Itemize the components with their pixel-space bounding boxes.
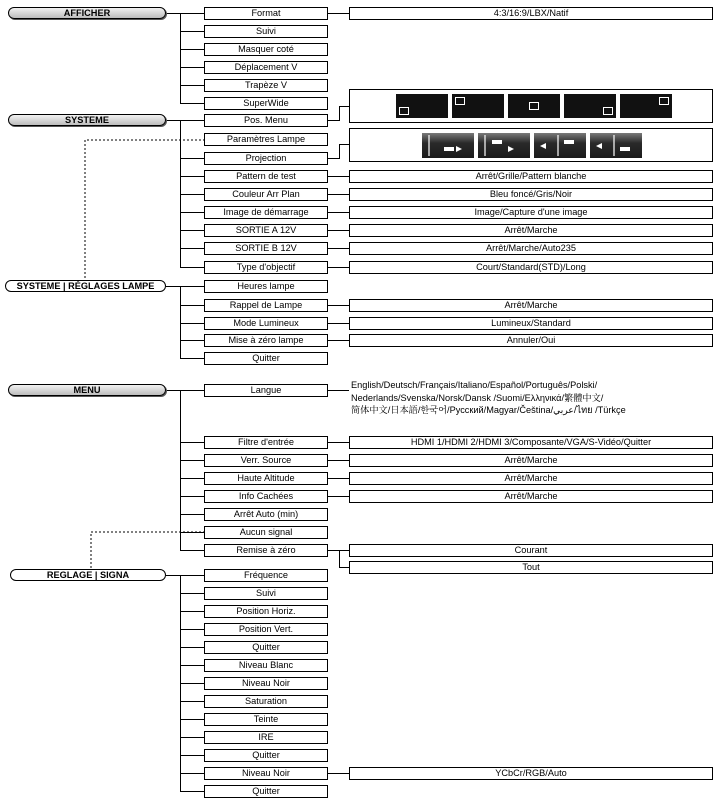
connector — [327, 460, 349, 461]
item-format: Format — [204, 7, 328, 20]
connector — [180, 323, 204, 324]
connector — [180, 611, 204, 612]
connector — [339, 550, 340, 568]
dotted-link — [84, 139, 208, 283]
item-quitter-lampe: Quitter — [204, 352, 328, 365]
connector — [327, 442, 349, 443]
connector — [180, 340, 204, 341]
connector — [180, 390, 204, 391]
connector — [327, 496, 349, 497]
value-filtre-entree: HDMI 1/HDMI 2/HDMI 3/Composante/VGA/S-Vidéo/Quitter — [349, 436, 713, 449]
connector — [327, 550, 339, 551]
value-haute-altitude: Arrêt/Marche — [349, 472, 713, 485]
caption-systeme-reglages-lampe: SYSTEME | RÉGLAGES LAMPE — [5, 280, 166, 292]
item-suivi: Suivi — [204, 25, 328, 38]
item-remise-zero: Remise à zéro — [204, 544, 328, 557]
connector — [327, 773, 349, 774]
connector — [327, 305, 349, 306]
value-image-demarrage: Image/Capture d'une image — [349, 206, 713, 219]
value-sortie-a: Arrêt/Marche — [349, 224, 713, 237]
projection-thumb — [478, 133, 530, 158]
menu-position-panel — [349, 89, 713, 123]
connector — [166, 575, 180, 576]
connector — [180, 514, 204, 515]
connector — [180, 629, 204, 630]
caption-menu: MENU — [8, 384, 166, 396]
item-mise-zero-lampe: Mise à zéro lampe — [204, 334, 328, 347]
connector — [339, 106, 349, 107]
connector — [180, 773, 204, 774]
item-frequence: Fréquence — [204, 569, 328, 582]
connector — [327, 248, 349, 249]
connector — [166, 13, 180, 14]
connector — [180, 665, 204, 666]
item-teinte: Teinte — [204, 713, 328, 726]
item-haute-altitude: Haute Altitude — [204, 472, 328, 485]
connector — [180, 305, 204, 306]
item-saturation: Saturation — [204, 695, 328, 708]
item-sortie-b: SORTIE B 12V — [204, 242, 328, 255]
connector — [327, 212, 349, 213]
connector — [327, 230, 349, 231]
item-langue: Langue — [204, 384, 328, 397]
item-position-vert: Position Vert. — [204, 623, 328, 636]
item-pos-menu: Pos. Menu — [204, 114, 328, 127]
item-niveau-noir-2: Niveau Noir — [204, 767, 328, 780]
projection-thumb — [534, 133, 586, 158]
item-masquer-cote: Masquer coté — [204, 43, 328, 56]
item-parametres-lampe: Paramètres Lampe — [204, 133, 328, 146]
connector — [180, 478, 204, 479]
item-quitter-signal-1: Quitter — [204, 641, 328, 654]
value-pattern-test: Arrêt/Grille/Pattern blanche — [349, 170, 713, 183]
item-superwide: SuperWide — [204, 97, 328, 110]
item-aucun-signal: Aucun signal — [204, 526, 328, 539]
item-trapeze-v: Trapèze V — [204, 79, 328, 92]
item-pattern-test: Pattern de test — [204, 170, 328, 183]
connector — [327, 13, 349, 14]
menu-position-thumb — [564, 94, 616, 118]
value-courant: Courant — [349, 544, 713, 557]
connector — [180, 755, 204, 756]
value-sortie-b: Arrêt/Marche/Auto235 — [349, 242, 713, 255]
value-langue — [349, 378, 713, 420]
connector — [180, 85, 204, 86]
connector — [180, 683, 204, 684]
item-sortie-a: SORTIE A 12V — [204, 224, 328, 237]
connector — [180, 31, 204, 32]
language-line: Nederlands/Svenska/Norsk/Dansk /Suomi/Ελληνικά/繁體中文/ — [351, 392, 604, 403]
connector — [339, 106, 340, 121]
item-couleur-arr-plan: Couleur Arr Plan — [204, 188, 328, 201]
language-line: 简体中文/日本語/한국어/Русский/Magyar/Čeština/عربي/ไทย /Türkçe — [351, 405, 626, 416]
connector — [327, 158, 339, 159]
item-rappel-lampe: Rappel de Lampe — [204, 299, 328, 312]
menu-position-thumb — [620, 94, 672, 118]
item-projection: Projection — [204, 152, 328, 165]
item-quitter-signal-2: Quitter — [204, 749, 328, 762]
item-heures-lampe: Heures lampe — [204, 280, 328, 293]
connector — [327, 267, 349, 268]
value-mise-zero-lampe: Annuler/Oui — [349, 334, 713, 347]
projection-thumb — [590, 133, 642, 158]
connector — [180, 442, 204, 443]
connector — [327, 194, 349, 195]
item-suivi-signal: Suivi — [204, 587, 328, 600]
projection-thumb — [422, 133, 474, 158]
connector — [339, 144, 349, 145]
item-ire: IRE — [204, 731, 328, 744]
item-mode-lumineux: Mode Lumineux — [204, 317, 328, 330]
connector — [180, 460, 204, 461]
item-arret-auto: Arrêt Auto (min) — [204, 508, 328, 521]
connector — [180, 49, 204, 50]
connector — [180, 286, 181, 358]
connector — [180, 358, 204, 359]
menu-position-thumb — [396, 94, 448, 118]
connector — [327, 176, 349, 177]
value-format: 4:3/16:9/LBX/Natif — [349, 7, 713, 20]
item-deplacement-v: Déplacement V — [204, 61, 328, 74]
connector — [180, 103, 204, 104]
connector — [327, 323, 349, 324]
connector — [339, 550, 349, 551]
connector — [180, 496, 204, 497]
projection-panel — [349, 128, 713, 162]
connector — [180, 67, 204, 68]
item-type-objectif: Type d'objectif — [204, 261, 328, 274]
connector — [327, 340, 349, 341]
item-niveau-noir: Niveau Noir — [204, 677, 328, 690]
value-info-cachees: Arrêt/Marche — [349, 490, 713, 503]
item-quitter-signal-3: Quitter — [204, 785, 328, 798]
item-info-cachees: Info Cachées — [204, 490, 328, 503]
connector — [327, 478, 349, 479]
connector — [180, 390, 181, 551]
item-niveau-blanc: Niveau Blanc — [204, 659, 328, 672]
value-type-objectif: Court/Standard(STD)/Long — [349, 261, 713, 274]
connector — [180, 286, 204, 287]
connector — [180, 719, 204, 720]
connector — [339, 567, 349, 568]
connector — [327, 390, 349, 391]
caption-systeme: SYSTEME — [8, 114, 166, 126]
value-tout: Tout — [349, 561, 713, 574]
connector — [166, 390, 180, 391]
connector — [180, 701, 204, 702]
item-image-demarrage: Image de démarrage — [204, 206, 328, 219]
connector — [180, 737, 204, 738]
item-verr-source: Verr. Source — [204, 454, 328, 467]
language-line: English/Deutsch/Français/Italiano/Español/Português/Polski/ — [351, 380, 598, 390]
value-mode-lumineux: Lumineux/Standard — [349, 317, 713, 330]
menu-position-thumb — [508, 94, 560, 118]
menu-position-thumb — [452, 94, 504, 118]
value-couleur-arr-plan: Bleu foncé/Gris/Noir — [349, 188, 713, 201]
item-position-horiz: Position Horiz. — [204, 605, 328, 618]
connector — [166, 120, 180, 121]
connector — [327, 120, 339, 121]
connector — [180, 575, 204, 576]
connector — [339, 144, 340, 159]
value-verr-source: Arrêt/Marche — [349, 454, 713, 467]
connector — [180, 593, 204, 594]
item-filtre-entree: Filtre d'entrée — [204, 436, 328, 449]
value-niveau-noir-2: YCbCr/RGB/Auto — [349, 767, 713, 780]
caption-afficher: AFFICHER — [8, 7, 166, 19]
connector — [180, 13, 181, 104]
connector — [180, 120, 204, 121]
connector — [180, 647, 204, 648]
value-rappel-lampe: Arrêt/Marche — [349, 299, 713, 312]
connector — [180, 13, 204, 14]
connector — [180, 791, 204, 792]
connector — [166, 286, 180, 287]
caption-reglage-signal: REGLAGE | SIGNA — [10, 569, 166, 581]
dotted-link — [90, 531, 208, 573]
